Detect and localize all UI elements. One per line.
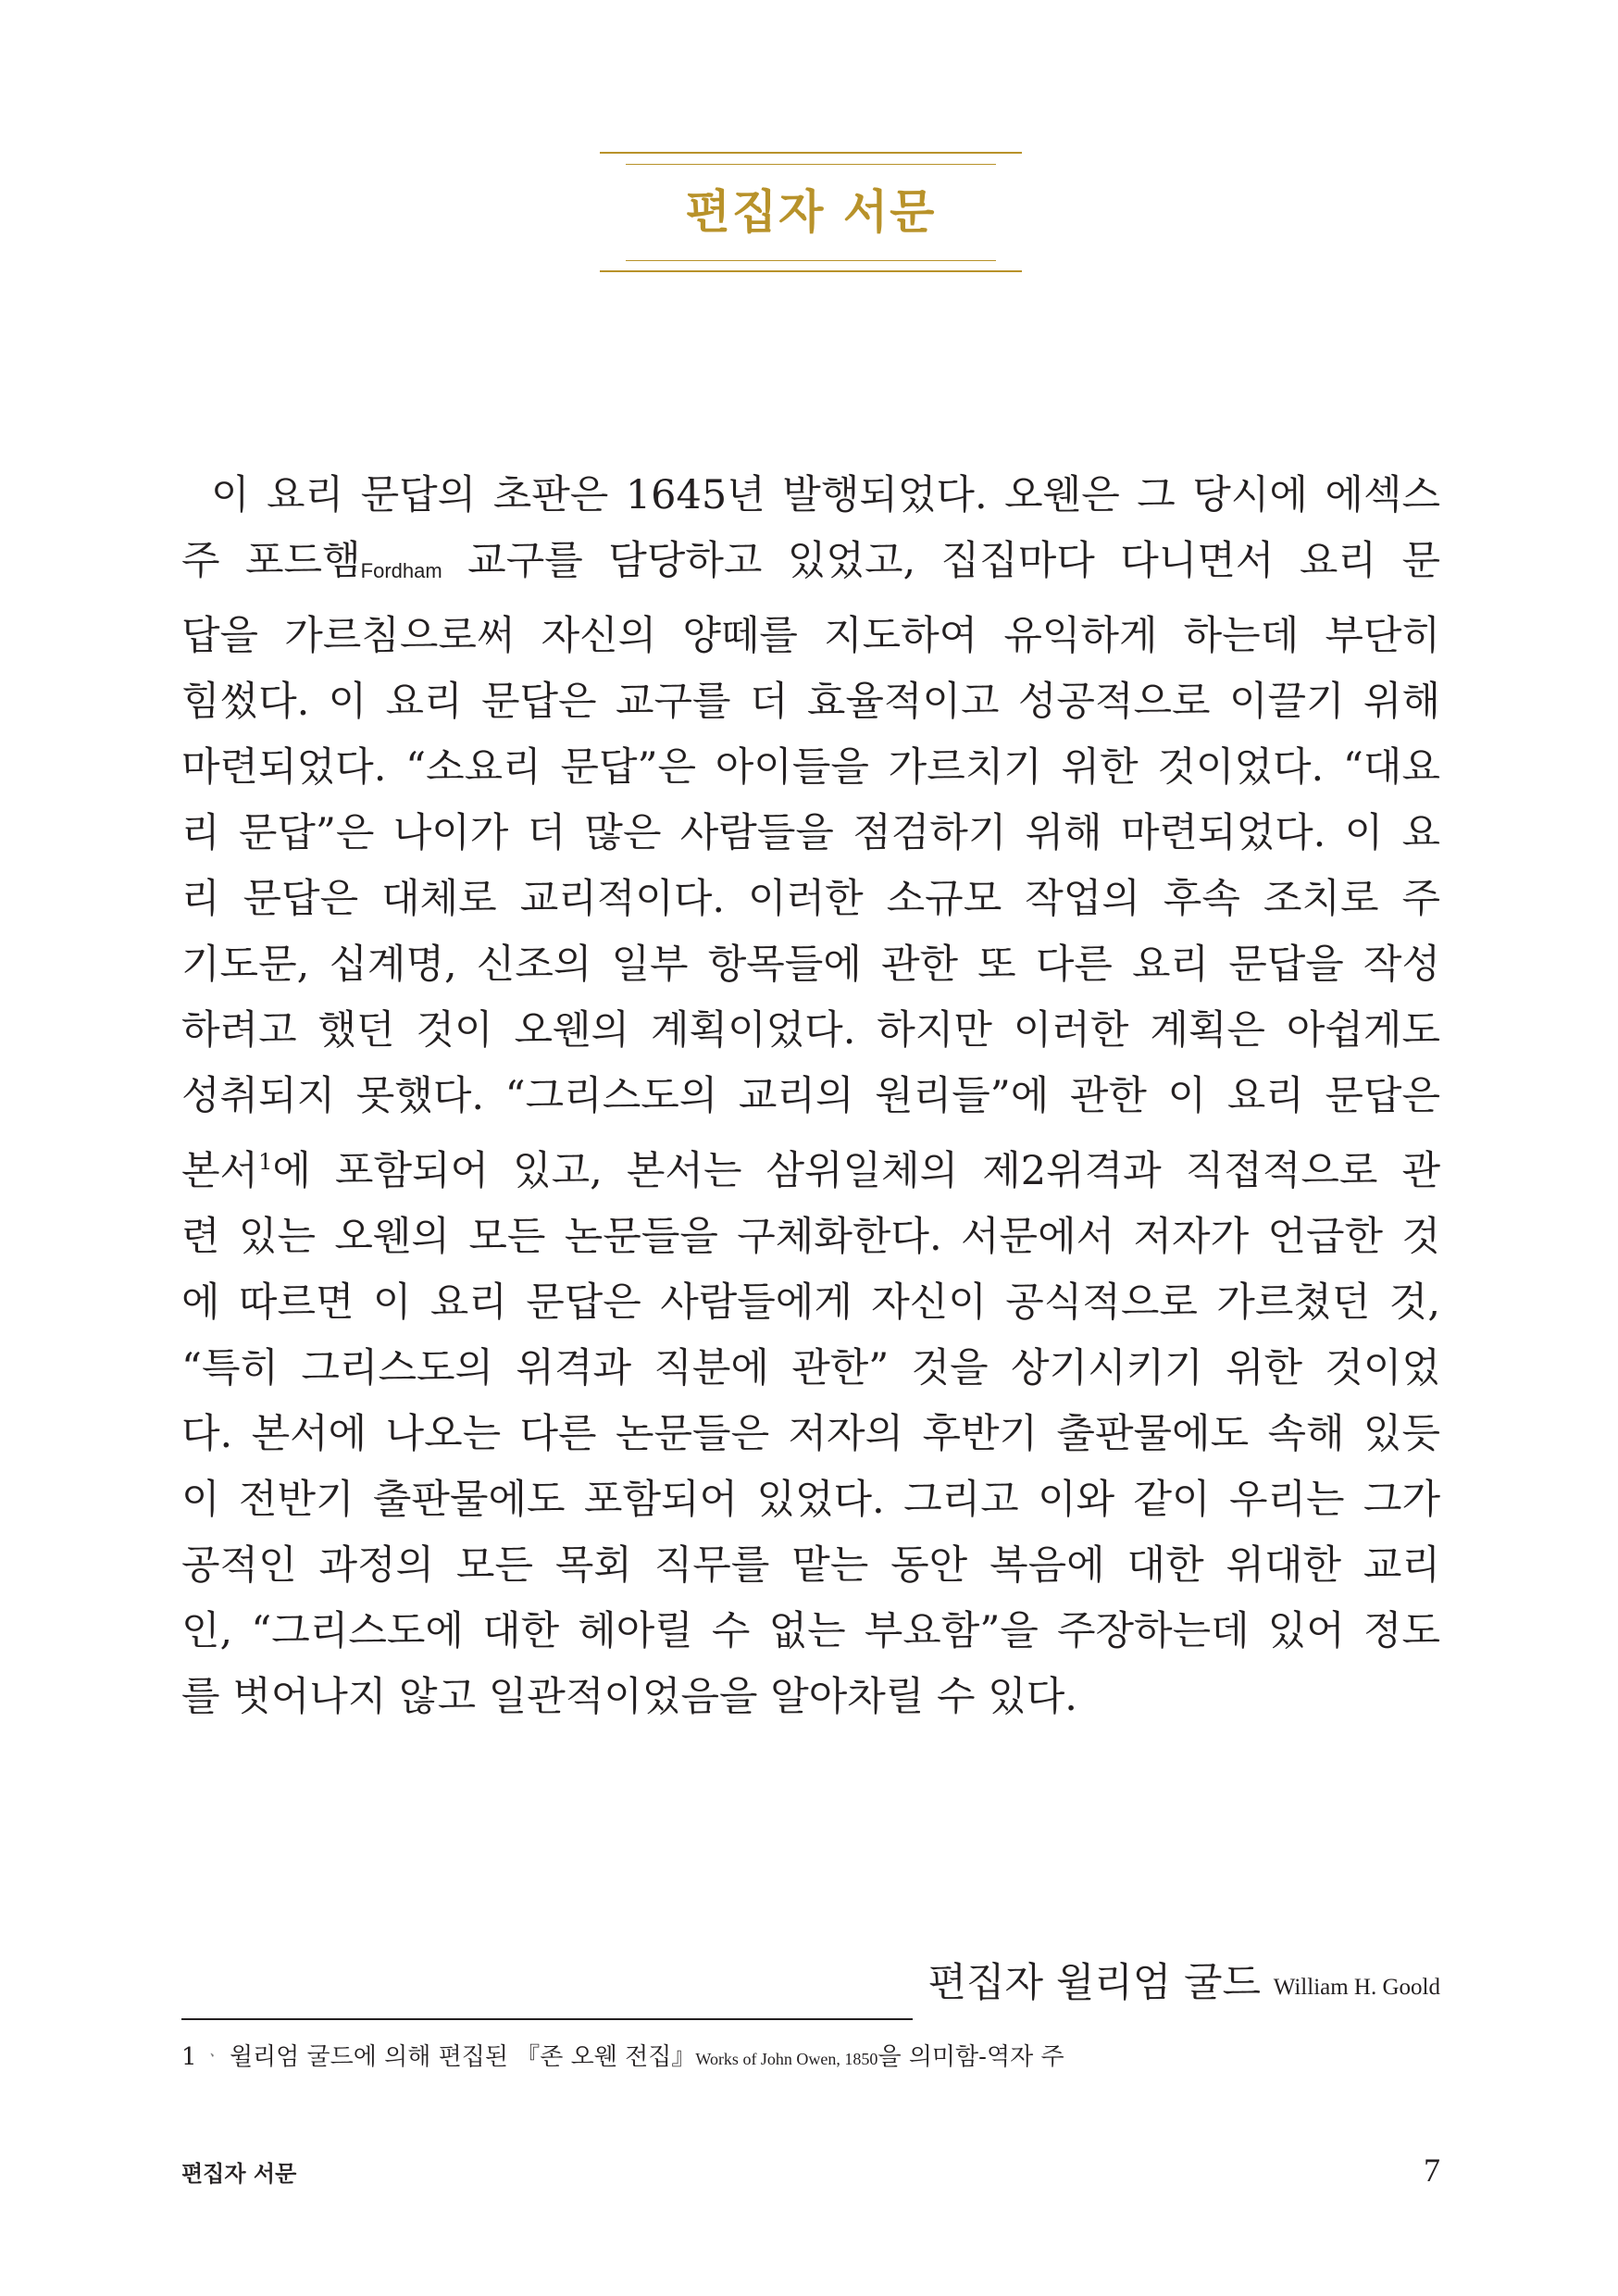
running-footer-title: 편집자 서문 — [181, 2161, 297, 2187]
latin-gloss: Fordham — [360, 559, 442, 582]
body-line: 다. 본서에 나오는 다른 논문들은 저자의 후반기 출판물에도 속해 있듯 — [181, 1411, 1440, 1457]
footnote-divider — [181, 2018, 913, 2020]
body-line: 하려고 했던 것이 오웬의 계획이었다. 하지만 이러한 계획은 아쉽게도 — [181, 1007, 1440, 1054]
signature-korean: 편집자 윌리엄 굴드 — [927, 1960, 1262, 2006]
body-line-text: 주 포드햄 — [181, 538, 361, 584]
body-line — [181, 529, 1440, 604]
signature-latin: William H. Goold — [1273, 1975, 1440, 2000]
title-top-rule — [600, 152, 1022, 154]
footnote-separator: ㆍ — [204, 2047, 220, 2066]
body-line: 기도문, 십계명, 신조의 일부 항목들에 관한 또 다른 요리 문답을 작성 — [181, 942, 1440, 988]
body-line-text: 에 포함되어 있고, 본서는 삼위일체의 제2위격과 직접적으로 관 — [272, 1148, 1440, 1194]
body-line: 이 전반기 출판물에도 포함되어 있었다. 그리고 이와 같이 우리는 그가 — [181, 1477, 1440, 1523]
body-line: 공적인 과정의 모든 목회 직무를 맡는 동안 복음에 대한 위대한 교리 — [181, 1542, 1440, 1589]
chapter-title: 편집자 서문 — [685, 185, 937, 239]
body-line: 를 벗어나지 않고 일관적이었음을 알아차릴 수 있다. — [181, 1674, 1077, 1720]
body-line-text: 본서 — [181, 1148, 259, 1194]
footnote — [181, 2039, 1064, 2078]
body-line: 리 문답은 대체로 교리적이다. 이러한 소규모 작업의 후속 조치로 주 — [181, 876, 1440, 922]
body-line: 마련되었다. “소요리 문답”은 아이들을 가르치기 위한 것이었다. “대요 — [181, 744, 1440, 791]
chapter-title-block — [600, 152, 1022, 272]
footnote-text-end: 을 의미함-역자 주 — [877, 2043, 1064, 2071]
body-line-text: 교구를 담당하고 있었고, 집집마다 다니면서 요리 문 — [442, 538, 1440, 584]
footnote-latin: Works of John Owen, 1850 — [695, 2050, 878, 2068]
title-top-inner-rule — [626, 164, 996, 165]
body-line: 리 문답”은 나이가 더 많은 사람들을 점검하기 위해 마련되었다. 이 요 — [181, 810, 1440, 856]
body-line: 성취되지 못했다. “그리스도의 교리의 원리들”에 관한 이 요리 문답은 — [181, 1073, 1440, 1119]
body-line: 힘썼다. 이 요리 문답은 교구를 더 효율적이고 성공적으로 이끌기 위해 — [181, 679, 1440, 725]
body-paragraph — [181, 463, 1440, 1730]
title-bottom-inner-rule — [626, 260, 996, 261]
body-line: 련 있는 오웬의 모든 논문들을 구체화한다. 서문에서 저자가 언급한 것 — [181, 1214, 1440, 1260]
footnote-reference[interactable]: 1 — [258, 1149, 273, 1175]
editor-signature — [927, 1955, 1440, 2015]
body-line: 이 요리 문답의 초판은 1645년 발행되었다. 오웬은 그 당시에 에섹스 — [211, 472, 1440, 518]
body-line: 인, “그리스도에 대한 헤아릴 수 없는 부요함”을 주장하는데 있어 정도 — [181, 1608, 1440, 1654]
footnote-number: 1 — [181, 2043, 197, 2071]
page-number: 7 — [1424, 2152, 1440, 2189]
footnote-text: 윌리엄 굴드에 의해 편집된 『존 오웬 전집』 — [229, 2043, 696, 2071]
body-line: 답을 가르침으로써 자신의 양떼를 지도하여 유익하게 하는데 부단히 — [181, 613, 1440, 659]
body-line: 에 따르면 이 요리 문답은 사람들에게 자신이 공식적으로 가르쳤던 것, — [181, 1279, 1440, 1326]
title-bottom-rule — [600, 270, 1022, 272]
body-line: “특히 그리스도의 위격과 직분에 관한” 것을 상기시키기 위한 것이었 — [181, 1345, 1440, 1391]
body-line — [181, 1129, 1440, 1204]
